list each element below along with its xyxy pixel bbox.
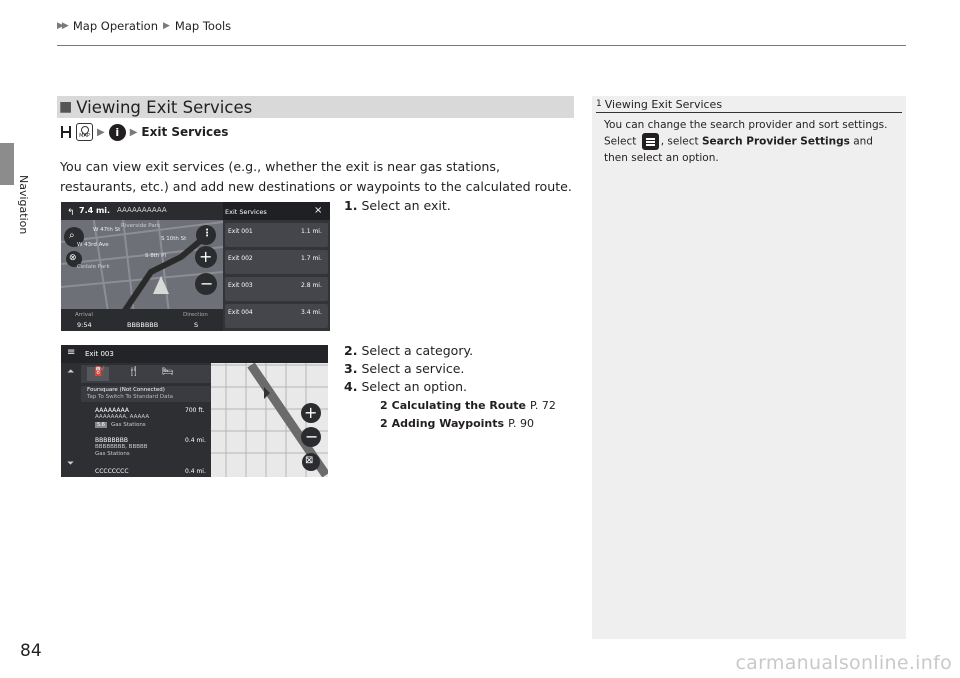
breadcrumb-item[interactable]: Map Operation	[72, 19, 158, 33]
zoom-out-icon: −	[200, 274, 214, 293]
result-distance: 0.4 mi.	[185, 468, 206, 475]
result-category: Gas Stations	[95, 451, 130, 457]
breadcrumb-arrow-icon: ▶▶	[57, 21, 67, 31]
breadcrumb-item[interactable]: Map Tools	[174, 19, 232, 33]
body-paragraph: You can view exit services (e.g., whether the exit is near gas stations, restaurants, etc.) and add new destinations or waypoints to the calculated route.	[60, 159, 572, 194]
exit-list-screenshot	[61, 202, 330, 331]
current-road: BBBBBBB	[127, 321, 159, 329]
map-button-icon: MAP	[76, 123, 93, 141]
breadcrumb-arrow-icon: ▶	[163, 21, 170, 31]
zoom-in-icon: +	[304, 403, 318, 422]
street-label: S 10th St	[161, 236, 187, 242]
note-marker-icon: 1	[596, 99, 602, 109]
fuel-icon: ⛽	[94, 367, 106, 377]
exit-name: Exit 001	[228, 228, 253, 235]
breadcrumb	[57, 19, 231, 33]
chapter-label: Navigation	[17, 175, 30, 235]
header-rule	[57, 45, 906, 46]
result-name: BBBBBBBB	[95, 437, 128, 444]
home-icon	[60, 125, 72, 139]
menu-icon	[642, 133, 659, 150]
turn-arrow-icon: ↰	[67, 208, 75, 218]
street-label: Riverside Park	[121, 223, 161, 229]
sidebar-heading: 1 Viewing Exit Services	[596, 97, 723, 111]
provider-name: Foursquare (Not Connected)	[87, 387, 165, 393]
path-arrow-icon: ▶	[129, 126, 138, 138]
sidebar-text: You can change the search provider and sort settings. Select , select Search Provider Settings and then select an option.	[604, 119, 888, 164]
section-marker-icon: ■	[59, 99, 73, 115]
street-label: Cedale Park	[77, 264, 110, 270]
exit-name: Exit 002	[228, 255, 253, 262]
exit-name: Exit 004	[228, 309, 253, 316]
food-icon: 🍴	[128, 367, 140, 377]
cross-ref-icon: 2	[380, 417, 388, 430]
result-name: AAAAAAAA	[95, 407, 130, 414]
direction-value: S	[194, 321, 199, 329]
result-address: BBBBBBBB, BBBBB	[95, 444, 148, 450]
result-distance: 700 ft.	[185, 407, 205, 414]
result-category: Gas Stations	[111, 422, 146, 428]
scroll-up-icon: ⏶	[67, 367, 75, 377]
watermark: carmanualsonline.info	[735, 652, 952, 674]
section-title: Viewing Exit Services	[76, 97, 253, 117]
step-4: 4. Select an option.	[344, 379, 468, 394]
map-fit-icon: ⊠	[305, 455, 314, 466]
page-number: 84	[20, 641, 42, 661]
zoom-out-icon: −	[305, 427, 319, 446]
direction-label: Direction	[183, 312, 208, 318]
section-heading	[57, 96, 574, 118]
result-distance: 0.4 mi.	[185, 437, 206, 444]
zoom-in-icon: +	[199, 247, 213, 266]
step-1: 1. Select an exit.	[344, 198, 451, 213]
path-target: Exit Services	[141, 125, 229, 139]
cross-ref-icon: 2	[380, 399, 388, 412]
exit-header: Exit 003	[85, 350, 114, 358]
navigation-path	[60, 122, 228, 142]
arrival-label: Arrival	[75, 312, 93, 318]
exit-distance: 2.8 mi.	[301, 282, 322, 289]
panel-title: Exit Services	[225, 208, 267, 216]
screen-road: AAAAAAAAAA	[117, 206, 167, 214]
exit-results-screenshot	[61, 345, 328, 477]
exit-distance: 3.4 mi.	[301, 309, 322, 316]
xref-adding-waypoints[interactable]: 2 Adding Waypoints P. 90	[380, 417, 534, 430]
result-address: AAAAAAAA, AAAAA	[95, 414, 150, 420]
result-rating: 5.6	[97, 422, 105, 428]
close-icon: ⊗	[69, 253, 77, 263]
screen-distance: 7.4 mi.	[79, 206, 111, 215]
result-name: CCCCCCCC	[95, 468, 129, 475]
info-icon: i	[109, 124, 126, 141]
street-label: S 8th Pl	[145, 253, 166, 259]
close-panel-icon: ×	[314, 205, 323, 216]
scroll-down-icon: ⏷	[67, 459, 75, 469]
lodging-icon: 🛏	[162, 367, 174, 377]
exit-name: Exit 003	[228, 282, 253, 289]
arrival-time: 9:54	[77, 321, 92, 329]
sidebar-note	[592, 96, 906, 639]
provider-hint: Tap To Switch To Standard Data	[87, 394, 173, 400]
step-3: 3. Select a service.	[344, 361, 465, 376]
search-icon: ⌕	[69, 230, 75, 241]
street-label: W 47th St	[93, 227, 121, 233]
exit-distance: 1.7 mi.	[301, 255, 322, 262]
step-2: 2. Select a category.	[344, 343, 474, 358]
sidebar-rule	[596, 112, 902, 113]
path-arrow-icon: ▶	[97, 126, 105, 138]
street-label: W 43rd Ave	[77, 242, 109, 248]
more-icon: ⋮	[202, 228, 212, 239]
xref-calculating-route[interactable]: 2 Calculating the Route P. 72	[380, 399, 556, 412]
exit-distance: 1.1 mi.	[301, 228, 322, 235]
menu-icon: ≡	[67, 347, 76, 358]
chapter-tab	[0, 143, 14, 185]
